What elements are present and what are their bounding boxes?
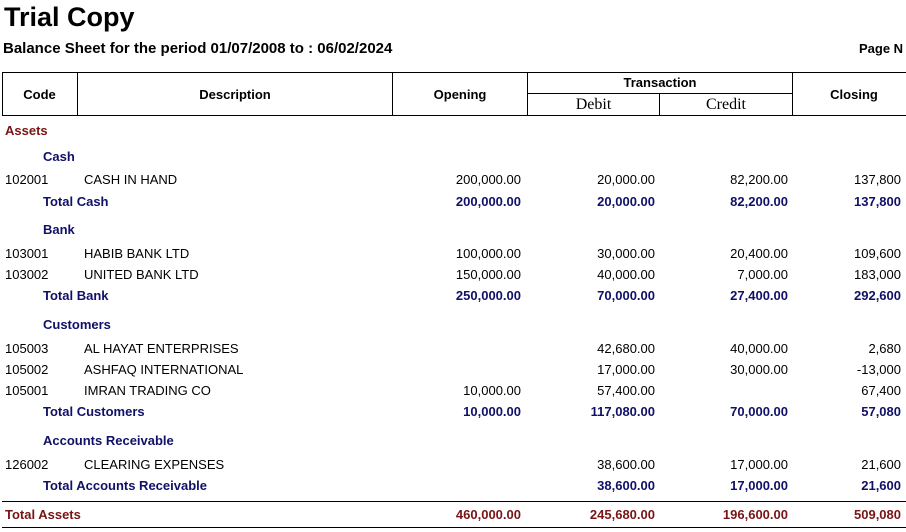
credit-amount: 70,000.00	[730, 404, 788, 419]
group-total-label: Total Cash	[43, 194, 109, 209]
col-description-header: Description	[199, 87, 271, 102]
debit-amount: 70,000.00	[597, 288, 655, 303]
opening-amount: 150,000.00	[455, 267, 521, 282]
credit-amount: 82,200.00	[730, 172, 788, 187]
opening-amount: 200,000.00	[455, 194, 521, 209]
group-name: Bank	[43, 222, 75, 237]
section-header	[0, 121, 906, 141]
credit-amount: 7,000.00	[737, 267, 788, 282]
account-description: IMRAN TRADING CO	[84, 383, 211, 398]
closing-amount: 109,600	[854, 246, 901, 261]
group-header	[0, 431, 906, 451]
credit-amount: 27,400.00	[730, 288, 788, 303]
group-name: Cash	[43, 149, 75, 164]
col-closing-header: Closing	[830, 87, 878, 102]
grand-total-top-border	[2, 501, 906, 502]
opening-amount: 200,000.00	[455, 172, 521, 187]
closing-amount: 137,800	[854, 172, 901, 187]
closing-amount: 183,000	[854, 267, 901, 282]
closing-amount: 137,800	[854, 194, 901, 209]
credit-amount: 82,200.00	[730, 194, 788, 209]
col-debit-header: Debit	[575, 96, 612, 113]
debit-amount: 117,080.00	[590, 404, 655, 419]
debit-amount: 38,600.00	[597, 478, 655, 493]
table-row	[0, 265, 906, 285]
closing-amount: 2,680	[868, 341, 901, 356]
report-title: Trial Copy	[4, 2, 135, 32]
header-split-line	[527, 93, 793, 94]
header-bottom-border	[2, 115, 906, 116]
debit-amount: 40,000.00	[597, 267, 655, 282]
closing-amount: -13,000	[856, 362, 901, 377]
account-code: 105003	[5, 341, 49, 356]
grand-total-bottom-border	[2, 527, 906, 528]
table-row	[0, 455, 906, 475]
group-header	[0, 220, 906, 240]
debit-amount: 42,680.00	[597, 341, 655, 356]
account-description: HABIB BANK LTD	[84, 246, 190, 261]
account-code: 103002	[5, 267, 49, 282]
col-transaction-header: Transaction	[623, 75, 697, 90]
credit-amount: 196,600.00	[722, 507, 788, 522]
opening-amount: 100,000.00	[455, 246, 521, 261]
closing-amount: 57,080	[861, 404, 901, 419]
group-name: Customers	[43, 317, 111, 332]
grand-total-label: Total Assets	[5, 507, 81, 522]
account-code: 102001	[5, 172, 49, 187]
debit-amount: 17,000.00	[597, 362, 655, 377]
section-name: Assets	[5, 123, 48, 138]
table-row	[0, 244, 906, 264]
grand-total-row	[0, 505, 906, 525]
opening-amount: 10,000.00	[463, 404, 521, 419]
table-row	[0, 381, 906, 401]
group-total-label: Total Customers	[43, 404, 145, 419]
credit-amount: 30,000.00	[730, 362, 788, 377]
debit-amount: 57,400.00	[597, 383, 655, 398]
debit-amount: 20,000.00	[597, 172, 655, 187]
credit-amount: 40,000.00	[730, 341, 788, 356]
closing-amount: 509,080	[854, 507, 901, 522]
debit-amount: 38,600.00	[597, 457, 655, 472]
table-row	[0, 170, 906, 190]
group-header	[0, 147, 906, 167]
account-description: CLEARING EXPENSES	[84, 457, 225, 472]
opening-amount: 10,000.00	[463, 383, 521, 398]
credit-amount: 17,000.00	[730, 478, 788, 493]
closing-amount: 292,600	[854, 288, 901, 303]
closing-amount: 67,400	[861, 383, 901, 398]
header-top-border	[2, 72, 906, 73]
closing-amount: 21,600	[861, 457, 901, 472]
page-number-label: Page N	[859, 41, 904, 56]
account-description: UNITED BANK LTD	[84, 267, 199, 282]
group-header	[0, 315, 906, 335]
group-name: Accounts Receivable	[43, 433, 174, 448]
group-total-label: Total Bank	[43, 288, 109, 303]
account-code: 103001	[5, 246, 49, 261]
col-code-header: Code	[23, 87, 56, 102]
col-opening-header: Opening	[433, 87, 487, 102]
col-credit-header: Credit	[706, 96, 746, 113]
table-row	[0, 339, 906, 359]
account-code: 105002	[5, 362, 49, 377]
credit-amount: 20,400.00	[730, 246, 788, 261]
group-total-row	[0, 192, 906, 212]
debit-amount: 20,000.00	[597, 194, 655, 209]
group-total-label: Total Accounts Receivable	[43, 478, 207, 493]
account-description: ASHFAQ INTERNATIONAL	[84, 362, 244, 377]
group-total-row	[0, 476, 906, 496]
debit-amount: 30,000.00	[597, 246, 655, 261]
group-total-row	[0, 286, 906, 306]
account-code: 105001	[5, 383, 49, 398]
debit-amount: 245,680.00	[589, 507, 655, 522]
account-code: 126002	[5, 457, 49, 472]
closing-amount: 21,600	[861, 478, 901, 493]
report-subtitle: Balance Sheet for the period 01/07/2008 to : 06/02/2024	[3, 40, 393, 57]
group-total-row	[0, 402, 906, 422]
table-row	[0, 360, 906, 380]
account-description: AL HAYAT ENTERPRISES	[84, 341, 239, 356]
opening-amount: 460,000.00	[455, 507, 521, 522]
credit-amount: 17,000.00	[730, 457, 788, 472]
opening-amount: 250,000.00	[455, 288, 521, 303]
account-description: CASH IN HAND	[84, 172, 178, 187]
